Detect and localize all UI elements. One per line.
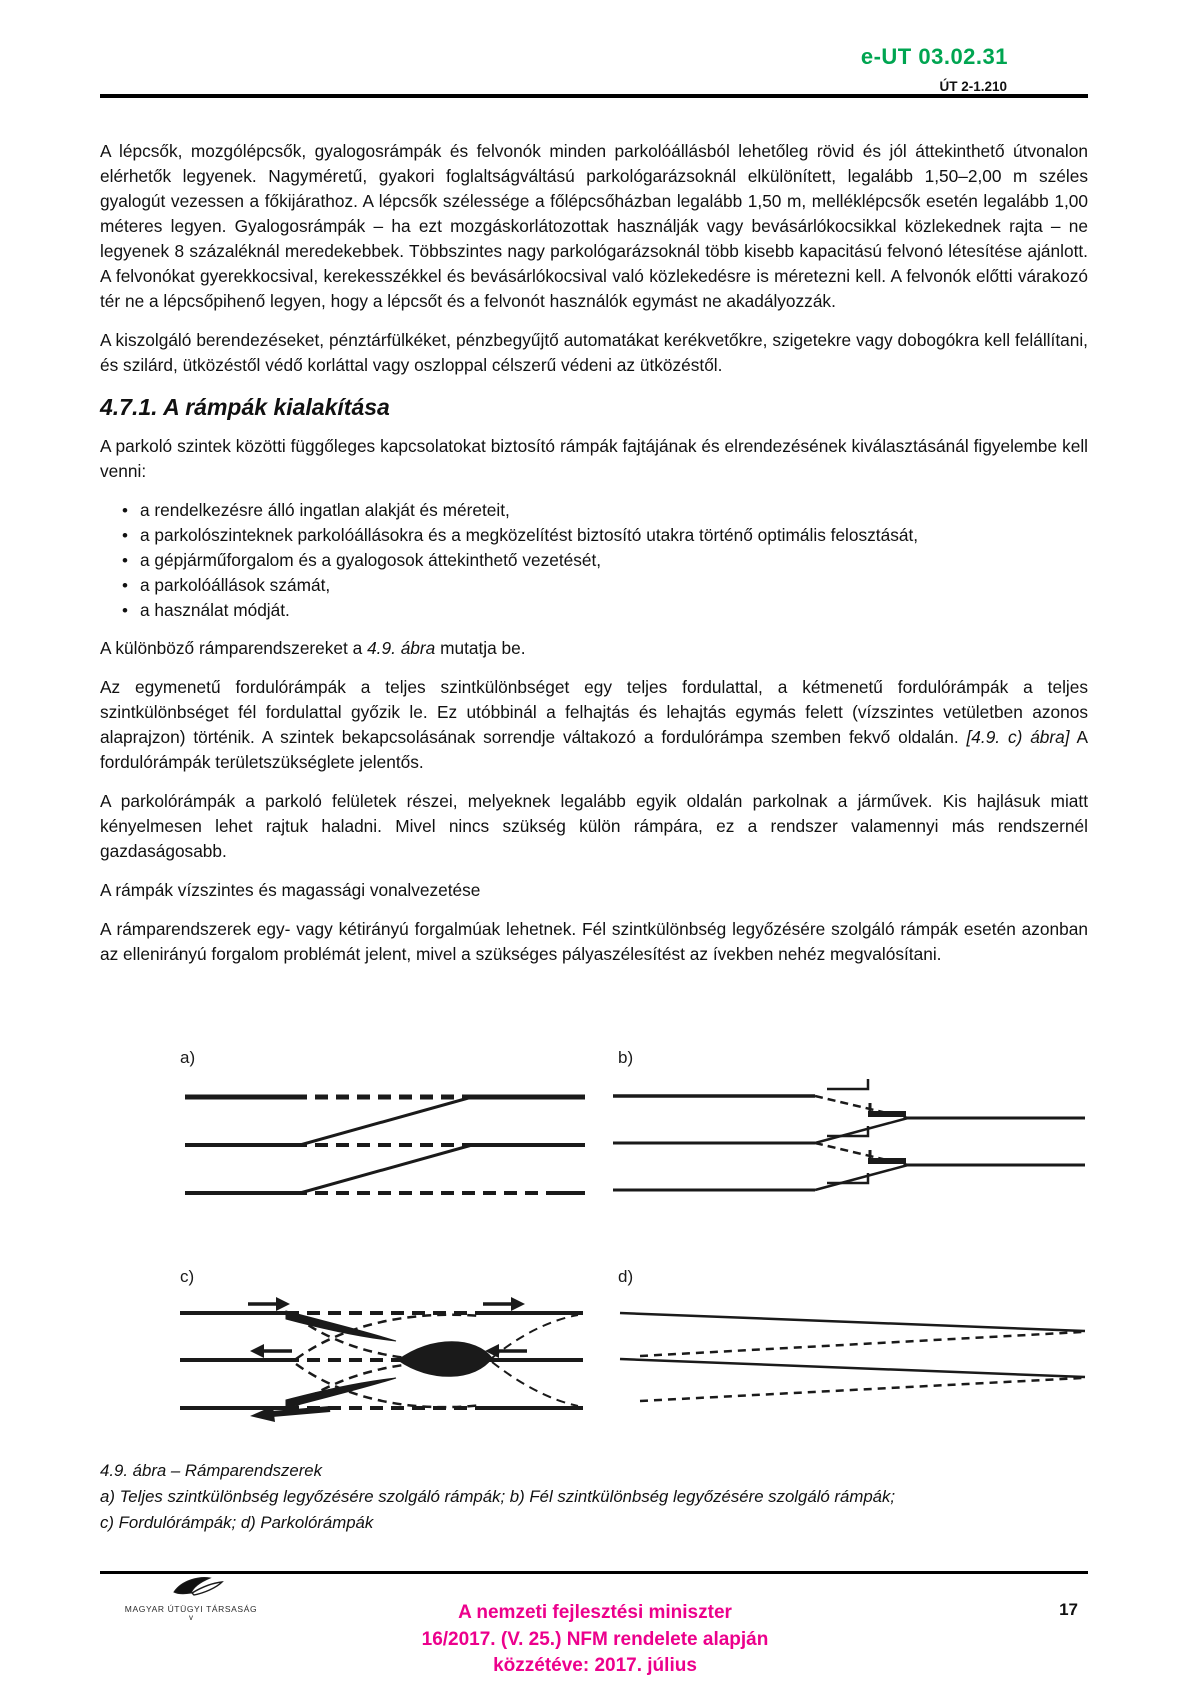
bullet-item: • a gépjárműforgalom és a gyalogosok áttekinthető vezetését, xyxy=(122,548,1088,573)
paragraph-stairs-elevators: A lépcsők, mozgólépcsők, gyalogosrámpák és felvonók minden parkolóállásból lehetőleg rövid és jól áttekinthető útvonalon elérhetők legyenek. Nagyméretű, gyakori foglaltságváltású parkológarázsoknál elkülönített, legalább 1,50–2,00 m széles gyalogút vezessen a főkijárathoz. A lépcsők szélessége a főlépcsőházban legalább 1,50 m, melléklépcsők esetén legalább 1,00 méteres legyen. Gyalogosrámpák – ha ezt mozgáskorlátozottak használják vagy bevásárlókocsikkal közlekednek rajta – ne legyenek 8 százaléknál meredekebbek. Többszintes nagy parkológarázsoknál több kisebb kapacitású felvonó létesítése ajánlott. A felvonókat gyerekkocsival, kerekesszékkel és bevásárlókocsival való közlekedésre is méretezni kell. A felvonók előtti várakozó tér ne a lépcsőpihenő legyen, hogy a lépcsőt és a felvonót használók egymást ne akadályozzák. xyxy=(100,141,1088,311)
paragraph-service-equipment: A kiszolgáló berendezéseket, pénztárfülkéket, pénzbegyűjtő automatákat kerékvetőkre, szigetekre vagy dobogókra kell felállítani, és szilárd, ütközéstől védő korláttal vagy oszloppal célszerű védeni az ütközéstől. xyxy=(100,330,1088,375)
arrow-right-icon xyxy=(248,1297,290,1311)
p5-figure-bracket: [4.9. c) ábra] xyxy=(966,727,1070,747)
header-rule xyxy=(100,94,1088,98)
figure-ref-prefix: A különböző rámparendszereket a xyxy=(100,638,368,658)
p5-tail: A fordulórámpák területszükséglete jelentős. xyxy=(100,727,1089,772)
ramp-line xyxy=(300,1097,472,1145)
footer-rule xyxy=(100,1571,1088,1574)
diagram-c-turning-ramps xyxy=(180,1267,583,1422)
footer-line: 16/2017. (V. 25.) NFM rendelete alapján xyxy=(421,1628,769,1650)
diagram-b-label: b) xyxy=(618,1048,634,1067)
paragraph-ramp-selection: A parkoló szintek közötti függőleges kapcsolatokat biztosító rámpák fajtájának és elrendezésének kiválasztásánál figyelembe kell venni: xyxy=(100,436,1088,481)
figure-caption-line3: c) Fordulórámpák; d) Parkolórámpák xyxy=(100,1513,374,1532)
footer-line: A nemzeti fejlesztési miniszter xyxy=(458,1602,732,1623)
bullet-item: • a rendelkezésre álló ingatlan alakját és méreteit, xyxy=(122,498,1088,523)
bullet-list xyxy=(122,498,1088,623)
footer-publication-note xyxy=(0,1600,1190,1680)
ramp-systems-svg xyxy=(100,975,1090,1455)
ramp-leaf xyxy=(398,1342,492,1377)
page-body xyxy=(100,139,1088,981)
figure-4-9-diagram xyxy=(100,975,1090,1455)
page-number: 17 xyxy=(1059,1600,1078,1619)
figure-caption-title: 4.9. ábra – Rámparendszerek xyxy=(100,1461,323,1480)
bullet-item: • a használat módját. xyxy=(122,598,1088,623)
figure-caption-line2: a) Teljes szintkülönbség legyőzésére szolgáló rámpák; b) Fél szintkülönbség legyőzésére szolgáló rámpák; xyxy=(100,1487,896,1506)
paragraph-alignment-lead: A rámpák vízszintes és magassági vonalvezetése xyxy=(100,880,481,900)
footer-line: közzétéve: 2017. július xyxy=(493,1655,697,1676)
arrow-left-icon xyxy=(250,1344,292,1358)
diagram-a-full-level-ramps xyxy=(180,1048,585,1193)
document-code: e-UT 03.02.31 xyxy=(860,44,1008,69)
step-bracket xyxy=(827,1079,868,1089)
paragraph-turning-ramps xyxy=(100,675,1088,775)
figure-ref-suffix: mutatja be. xyxy=(435,638,526,658)
figure-caption xyxy=(100,1458,1088,1536)
diagram-b-half-level-ramps xyxy=(613,1048,1085,1190)
section-heading: 4.7.1. A rámpák kialakítása xyxy=(100,394,390,420)
arrow-right-icon xyxy=(483,1297,525,1311)
logo-v-mark: v xyxy=(189,1613,193,1622)
p5-text: Az egymenetű fordulórámpák a teljes szintkülönbséget egy teljes fordulattal, a kétmenetű fordulórámpák a teljes szintkülönbséget fél fordulattal győzik le. Ez utóbbinál a felhajtás és lehajtás egymás felett (vízszintes vetületben azonos alaprajzon) történik. A szintek bekapcsolásának sorrendje váltakozó a fordulórámpa szemben fekvő oldalán. xyxy=(100,677,1088,747)
paragraph-figure-reference xyxy=(100,636,1088,661)
diagram-d-label: d) xyxy=(618,1267,634,1286)
ramp-ribbon xyxy=(286,1311,396,1341)
document-subcode: ÚT 2-1.210 xyxy=(939,79,1007,94)
paragraph-parking-ramps: A parkolórámpák a parkoló felületek részei, melyeknek legalább egyik oldalán parkolnak a járművek. Kis hajlásuk miatt kényelmesen lehet rajtuk haladni. Mivel nincs szükség külön rámpára, ez a rendszer valamennyi más rendszernél gazdaságosabb. xyxy=(100,791,1088,861)
figure-ref-italic: 4.9. ábra xyxy=(367,638,436,658)
diagram-a-label: a) xyxy=(180,1048,196,1067)
ramp-line xyxy=(300,1145,472,1193)
bullet-item: • a parkolóállások számát, xyxy=(122,573,1088,598)
diagram-d-parking-ramps xyxy=(618,1267,1085,1401)
bullet-item: • a parkolószinteknek parkolóállásokra és a megközelítést biztosító utakra történő optimális felosztását, xyxy=(122,523,1088,548)
diagram-c-label: c) xyxy=(180,1267,195,1286)
logo-text: MAGYAR ÚTÜGYI TÁRSASÁG xyxy=(124,1604,258,1614)
paragraph-one-two-way: A rámparendszerek egy- vagy kétirányú forgalmúak lehetnek. Fél szintkülönbség legyőzésére szolgáló rámpák esetén azonban az ellenirányú forgalom problémát jelent, mivel a szükséges pályaszélesítést az ívekben nehéz megvalósítani. xyxy=(100,919,1088,964)
leaf-swoosh-icon xyxy=(136,1576,246,1598)
